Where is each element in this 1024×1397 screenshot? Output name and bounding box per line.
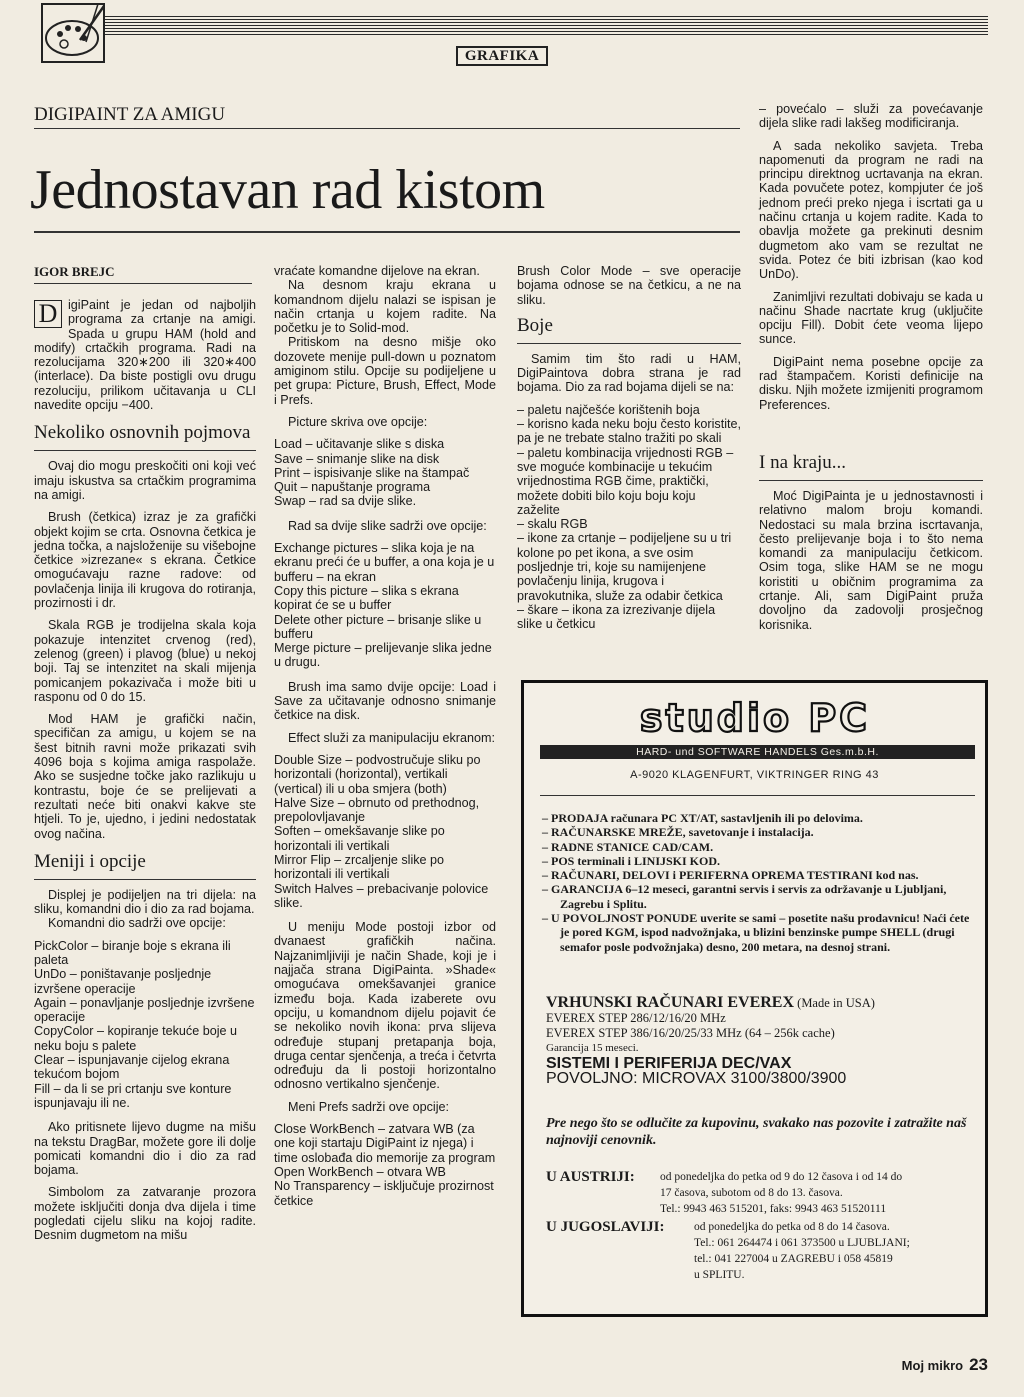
column-1 [34,298,256,1251]
subhead-na-kraju: I na kraju... [759,452,983,481]
promo-text: Pre nego što se odlučite za kupovinu, svakako nas pozovite i zatražite naš najnoviji cenovnik. [546,1116,967,1148]
austria-line: od ponedeljka do petka od 9 do 12 časova i od 14 do [660,1171,903,1183]
company-bar: HARD- und SOFTWARE HANDELS Ges.m.b.H. [540,745,975,759]
option-item: CopyColor – kopiranje tekuće boje u neku boju s palete [34,1024,238,1053]
option-item: Save – snimanje slike na disk [274,451,440,466]
studio-pc-logo-icon [605,697,905,739]
list-item: – škare – ikona za izrezivanje dijela slike u četkicu [517,602,716,632]
paragraph: Ako pritisnete lijevo dugme na mišu na tekstu DragBar, možete gore ili dolje pomicati komandni dio i dio za rad bojama. [34,1120,256,1178]
paragraph: Komandni dio sadrži ove opcije: [48,916,226,931]
paragraph: Meni Prefs sadrži ove opcije: [288,1099,449,1114]
list-item: – ikone za crtanje – podijeljene su u tri kolone po pet ikona, a sve osim posljednje tri, koje su namijenjene povlačenju linija, krugova i pravokutnika, služe za odabir četkica [517,531,732,603]
yugoslavia-line: tel.: 041 227004 u ZAGREBU i 058 45819 [694,1253,893,1265]
option-item: No Transparency – isključuje prozirnost četkice [274,1179,494,1208]
contact-block [546,1169,976,1283]
paragraph: Ovaj dio mogu preskočiti oni koji već imaju iskustva sa crtačkim programima na amigi. [34,459,256,502]
paragraph: A sada nekoliko savjeta. Treba napomenuti da program ne radi na principu direktnog ucrtavanja na ekran. Kada povučete potez, kompjuter će još jednom preći preko njega i iscrtati ga u načinu crtanja u kojem radite. Kada to obavlja možete ga prekinuti desnim dugmetom ako vam se rezultat ne svida. Potez će biti izbrisan (kao kod UnDo). [759,138,983,282]
service-item: – RAČUNARI, DELOVI i PERIFERNA OPREMA TESTIRANI kod nas. [542,868,919,883]
header-stripe [100,16,988,36]
paragraph: Simbolom za zatvaranje prozora možete isključiti donja dva dijela i time pogledati cijelu sliku na kojoj radite. Desnim dugmetom na mišu [34,1185,256,1243]
studio-pc-logo [524,697,985,744]
option-item: Clear – ispunjavanje cijelog ekrana tekućom bojom [34,1053,230,1082]
everex-made: (Made in USA) [797,996,875,1010]
option-item: Brush Color Mode – sve operacije bojama odnose se na četkicu, a ne na sliku. [517,264,741,307]
option-item: UnDo – poništavanje posljednje izvršene operacije [34,967,212,996]
company-address: A-9020 KLAGENFURT, VIKTRINGER RING 43 [630,769,879,781]
option-item: Open WorkBench – otvara WB [274,1164,446,1179]
everex-block [546,995,976,1086]
service-item: – GARANCIJA 6–12 meseci, garantni servis i servis za održavanje u Ljubljani, Zagrebu i Splitu. [542,882,947,911]
service-item: – RAČUNARSKE MREŽE, savetovanje i instalacija. [542,825,814,840]
option-item: Merge picture – prelijevanje slika jedne u drugu. [274,641,492,670]
option-item: Soften – omekšavanje slike po horizontali ili vertikali [274,824,445,853]
list-item: – paletu kombinacija vrijednosti RGB – sve moguće kombinacije u tekućim vrijednostima RGB čime, praktički, možete dobiti bilo koju boju koju zaželite [517,445,734,517]
column-4 [759,102,983,640]
everex-line: EVEREX STEP 386/16/20/25/33 MHz (64 – 256k cache) [546,1026,835,1040]
ad-divider [540,795,975,796]
byline: IGOR BREJC [34,264,115,279]
option-item: Halve Size – obrnuto od prethodnog, prepolovljavanje [274,795,480,825]
option-item: Close WorkBench – zatvara WB (za one koji startaju DigiPaint iz njega) i time oslobađa dio memorije za program [274,1122,496,1165]
paragraph: DigiPaint nema posebne opcije za rad štampačem. Koristi definicije na disku. Njih možete izmijeniti programom Preferences. [759,354,983,412]
article-kicker: DIGIPAINT ZA AMIGU [34,104,226,125]
yugoslavia-line: u SPLITU. [694,1269,745,1281]
option-item: Double Size – podvostručuje sliku po horizontali (horizontal), vertikali (vertical) ili u oba smjera (both) [274,752,481,796]
option-item: Copy this picture – slika s ekrana kopirat će se u buffer [274,583,459,613]
logo-wordmark: studio PC [639,697,870,739]
service-item: – POS terminali i LINIJSKI KOD. [542,853,721,868]
headline-rule [34,231,740,233]
option-item: Switch Halves – prebacivanje polovice slike. [274,881,489,910]
everex-line: EVEREX STEP 286/12/16/20 MHz [546,1011,726,1025]
paragraph: Brush (četkica) izraz je za grafički objekt kojim se crta. Osnovna četkica je jedna točka, a najsloženije su višebojne četkice »izrezane« s ekrana. Četkice omogućavaju razne radove: od povlačenja linija ili krugova do rotiranja, prozirnosti i dr. [34,510,256,611]
list-item: – korisno kada neku boju često koristite, pa je ne trebate stalno tražiti po skali [517,417,742,446]
microvax-line: POVOLJNO: MICROVAX 3100/3800/3900 [546,1070,847,1087]
option-item: Exchange pictures – slika koja je na ekranu preći će u buffer, a ona koja je u bufferu – na ekran [274,541,495,584]
yugoslavia-label: U JUGOSLAVIJI: [546,1219,665,1235]
list-item: – povećalo – služi za povećavanje dijela slike radi lakšeg modificiranja. [759,102,983,131]
yugoslavia-line: od ponedeljka do petka od 8 do 14 časova. [694,1221,890,1233]
everex-line: Garancija 15 meseci. [546,1042,639,1054]
paragraph: Brush ima samo dvije opcije: Load i Save za učitavanje odnosno snimanje četkice na disk. [274,679,496,723]
service-item: – U POVOLJNOST PONUDE uverite se sami – posetite našu prodavnicu! Naći ćete je pored KGM, ispod nadvožnjaka, u blizini benzinske pumpe SHELL (drugi semafor posle podvožnjaka) desno, 200 metara, na desnoj strani. [542,911,970,954]
intro-paragraph: igiPaint je jedan od najboljih programa za crtanje na amigi. Spada u grupu HAM (hold and modify) crtačkih programa. Radi na rezolucijama 320∗200 ili 320∗400 (interlace). Da biste postigli ovu drugu rezoluciju, prilikom učitavanja u CLI navedite opciju −400. [34,298,256,413]
column-3 [517,264,741,632]
service-item: – PRODAJA računara PC XT/AT, sastavljenih ili po delovima. [542,811,863,825]
service-item: – RADNE STANICE CAD/CAM. [542,839,714,854]
paragraph: Pritiskom na desno mišje oko dozovete menije pull-down u poznatom amiginom stilu. Opcije su podijeljene u pet grupa: Picture, Brush, Effect, Mode i Prefs. [274,335,496,407]
section-tag: GRAFIKA [456,46,548,66]
yugoslavia-line: Tel.: 061 264474 i 061 373500 u LJUBLJANI; [694,1237,910,1249]
studio-pc-advertisement [521,680,988,1317]
paragraph: Moć DigiPainta je u jednostavnosti i relativno malom broju komandi. Nedostaci su mala brzina iscrtavanja, često prelijevanje boja i to što nema komandi za manipulaciju četkicom. Osim toga, slike HAM se ne mogu koristiti u običnim programima za crtanje. Ali, sam DigiPaint pruža dovoljno da zadovolji prosječnog korisnika. [759,488,983,632]
option-item: Delete other picture – brisanje slike u bufferu [274,612,482,641]
paragraph: Mod HAM je grafički način, specifičan za amigu, u kojem se na šest bitnih ravni može prikazati svih 4096 boja s kojima amiga raspolaže. Ako se susjedne točke jako razlikuju u kontrastu, boje će se prelijevati a rezultati neće biti onakvi kakve ste htjeli. To je, ujedno, i jedini nedostatak ovog načina. [34,712,256,841]
option-item: PickColor – biranje boje s ekrana ili paleta [34,938,231,967]
services-list [542,811,972,954]
paragraph: Displej je podijeljen na tri dijela: na sliku, komandni dio i dio za rad bojama. [34,887,256,917]
column-2 [274,264,496,1208]
list-item: – paletu najčešće korištenih boja [517,402,700,417]
byline-rule [34,283,252,284]
paragraph: Rad sa dvije slike sadrži ove opcije: [288,518,487,533]
austria-line: 17 časova, subotom od 8 do 13. časova. [660,1187,843,1199]
option-item: Swap – rad sa dvije slike. [274,494,417,509]
list-item: – skalu RGB [517,517,588,532]
option-item: Load – učitavanje slike s diska [274,437,445,452]
paragraph: Zanimljivi rezultati dobivaju se kada u načinu Shade nacrtate krug (uključite opciju Fill). Dobit ćete veoma lijepo sunce. [759,289,983,347]
paragraph: Skala RGB je trodijelna skala koja pokazuje intenzitet crvenog (red), zelenog (green) i plavog (blue) u nekoj boji. Taj se intenzitet na skali mijenja pomicanjem pokazivača i može biti u rasponu od 0 do 15. [34,618,256,704]
paragraph: Picture skriva ove opcije: [288,414,428,429]
article-headline: Jednostavan rad kistom [30,159,545,221]
everex-title: VRHUNSKI RAČUNARI EVEREX [546,994,795,1011]
paragraph: Na desnom kraju ekrana u komandnom dijelu nalazi se ispisan je način crtanja u kojem radite. Na početku je to Solid-mod. [274,278,496,336]
paragraph: Samim tim što radi u HAM, DigiPaintova dobra strana je rad bojama. Dio za rad bojama dijeli se na: [517,351,741,395]
paragraph: Effect služi za manipulaciju ekranom: [288,730,495,745]
magazine-name: Moj mikro [901,1358,964,1373]
paragraph: vraćate komandne dijelove na ekran. [274,264,480,278]
option-item: Print – ispisivanje slike na štampač [274,465,470,480]
kicker-rule [34,128,740,129]
page-number: 23 [969,1355,988,1374]
drop-cap: D [34,300,62,328]
paragraph: U meniju Mode postoji izbor od dvanaest grafičkih načina. Najzanimljiviji je način Shade, koji je i najjača strana DigiPainta. »Shade« omogućava omekšavanjei granice između boja. Kada izaberete ovu opciju, u komandnom dijelu pojavit će se nekoliko novih ikona: prva slijeva određuje stupanj pretapanja boja, druga centar sjenčenja, a treća i četvrta određuju da li postoji horizontalno odnosno vertikalno sjenčenje. [274,920,496,1092]
subhead-meniji-opcije: Meniji i opcije [34,851,256,880]
austria-label: U AUSTRIJI: [546,1169,635,1185]
option-item: Mirror Flip – zrcaljenje slike po horizontali ili vertikali [274,852,445,882]
austria-line: Tel.: 9943 463 515201, faks: 9943 463 51520111 [660,1203,887,1215]
option-item: Fill – da li se pri crtanju sve konture ispunjavaju ili ne. [34,1081,232,1110]
subhead-boje: Boje [517,315,741,344]
palette-brush-icon [34,0,112,66]
subhead-osnovni-pojmovi: Nekoliko osnovnih pojmova [34,422,256,451]
page-folio [902,1355,988,1375]
option-item: Again – ponavljanje posljednje izvršene operacije [34,995,255,1025]
option-item: Quit – napuštanje programa [274,480,431,495]
dec-vax-line: SISTEMI I PERIFERIJA DEC/VAX [546,1055,792,1072]
